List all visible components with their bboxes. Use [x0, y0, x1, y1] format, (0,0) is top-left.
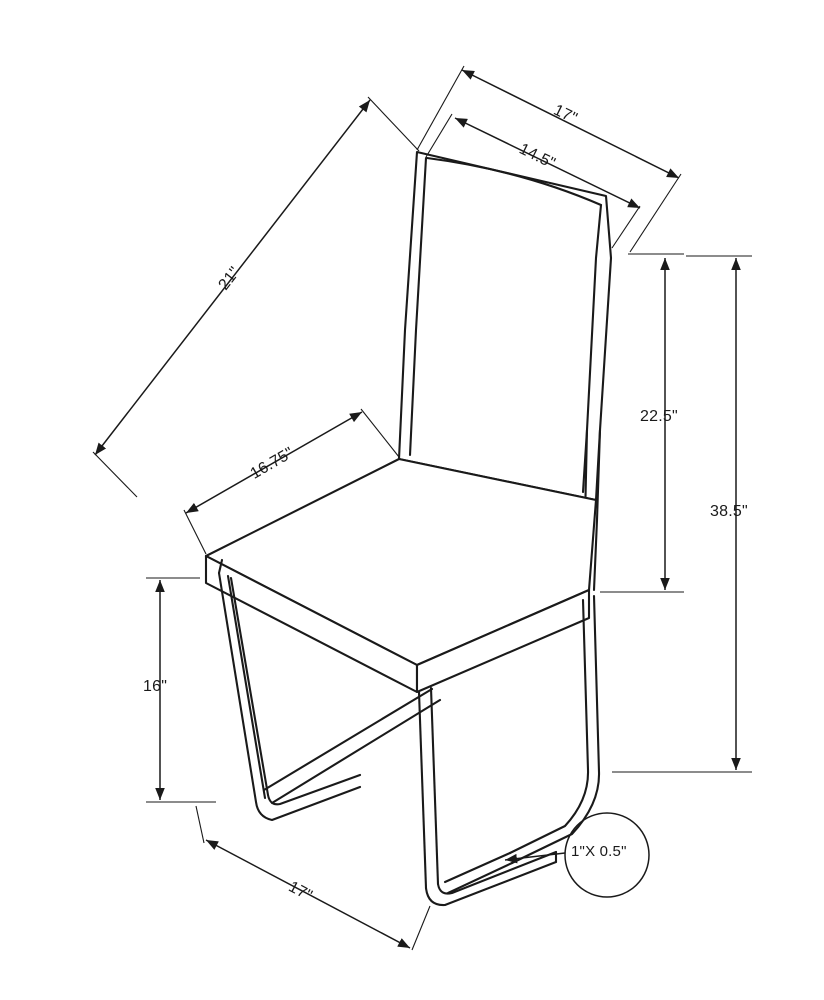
dim-label-seat-height: 16" [143, 678, 168, 695]
dim-label-seat-depth: 16.75" [247, 444, 297, 483]
dim-label-backrest-height: 21" [215, 263, 244, 294]
dim-label-backrest-width: 14.5" [516, 140, 558, 173]
ext-backrest-width-left [426, 114, 452, 157]
ext-backrest-depth-left [417, 66, 464, 150]
dim-label-back-height-from-seat: 22.5" [640, 408, 678, 425]
chair-back-panel [399, 152, 611, 500]
chair-base-front-left-leg [419, 692, 426, 888]
ext-backrest-depth-right [630, 174, 681, 252]
dim-label-backrest-depth: 17" [550, 101, 580, 128]
ext-base-width-right [412, 906, 430, 950]
ext-base-width-left [196, 806, 204, 843]
ext-backrest-height-top [368, 97, 419, 151]
dim-label-base-width: 17" [285, 878, 315, 905]
ext-backrest-width-right [612, 206, 640, 248]
chair-base-left-diagonal [264, 689, 432, 790]
ext-backrest-height-bottom [93, 452, 137, 497]
dim-label-tube-profile: 1"X 0.5" [571, 843, 627, 860]
chair-base-front-left-leg-inner [431, 688, 438, 884]
chair-illustration [206, 152, 611, 905]
dim-label-total-height: 38.5" [710, 503, 748, 520]
ext-seat-depth-bottom [184, 510, 206, 554]
ext-seat-depth-top [361, 409, 399, 457]
chair-base-front-runner [426, 862, 556, 905]
